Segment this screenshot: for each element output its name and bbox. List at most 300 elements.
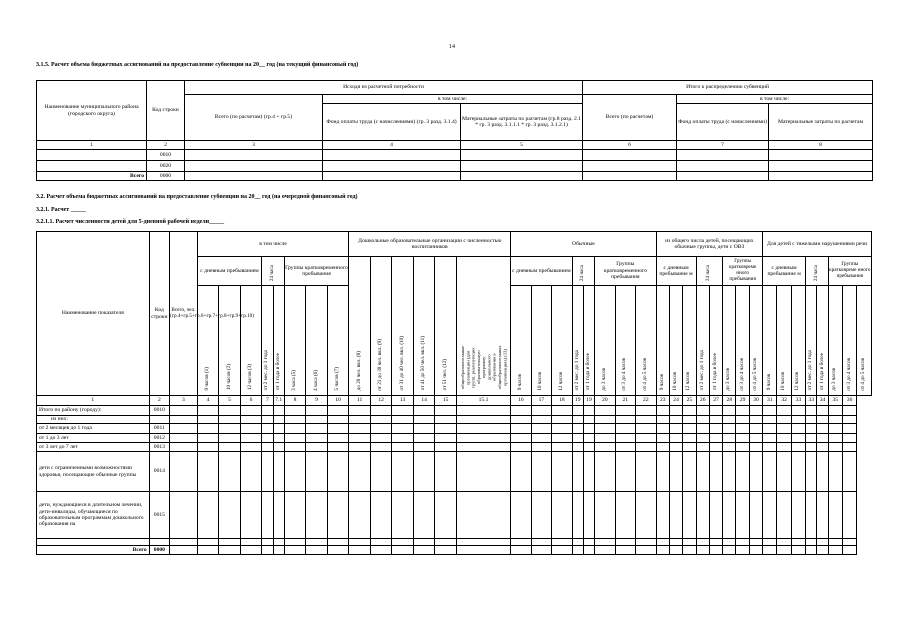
cell: [262, 492, 273, 539]
cell: [327, 539, 349, 546]
cell: [583, 424, 594, 434]
cell: [806, 546, 817, 555]
cell: [185, 150, 323, 161]
column-number: 11: [349, 396, 371, 406]
cell: [273, 424, 284, 434]
cell: [531, 406, 551, 416]
column-number: 13: [392, 396, 414, 406]
cell: [842, 443, 856, 452]
cell: [413, 546, 435, 555]
cell: [683, 452, 696, 492]
cell: [696, 443, 709, 452]
cell: [669, 406, 682, 416]
cell: [435, 539, 457, 546]
header-ord-10h: [531, 286, 551, 396]
header-p10-label: от 31 до 40 чел. вкл. (10): [398, 336, 405, 391]
header-ord-3to4-label: от 3 до 4 часов: [621, 357, 628, 391]
cell: [306, 546, 328, 555]
cell: [791, 492, 805, 539]
header-ovz-9h: [656, 286, 669, 396]
cell: [349, 539, 371, 546]
header-sp-4to5: [857, 286, 872, 396]
column-number: 23: [656, 396, 669, 406]
cell: [696, 492, 709, 539]
column-number: 17: [531, 396, 551, 406]
cell: [723, 424, 736, 434]
header-9h-label: 9 часов (1): [204, 367, 211, 391]
header-4h: [306, 286, 328, 396]
row-name: от 1 до 3 лет: [37, 434, 150, 443]
cell: [791, 424, 805, 434]
total-row: [37, 546, 872, 555]
column-number: 1: [37, 141, 147, 150]
cell: [240, 539, 262, 546]
cell: [583, 434, 594, 443]
cell: [370, 416, 392, 424]
header-ovz-2m-1y-label: от 2 мес. до 1 года: [698, 350, 705, 391]
cell: [842, 539, 856, 546]
cell: [219, 416, 241, 424]
header-ovz-day: с дневным пребывание м: [656, 257, 696, 286]
cell: [219, 492, 241, 539]
cell: [435, 492, 457, 539]
cell: [531, 424, 551, 434]
header-24h: [262, 257, 285, 286]
row-name: [37, 150, 147, 161]
cell: [583, 546, 594, 555]
column-number: 31: [763, 396, 777, 406]
header-total-dist: Всего (по расчетам): [583, 95, 677, 141]
cell: [413, 452, 435, 492]
cell: [683, 539, 696, 546]
cell: [572, 434, 583, 443]
cell: [723, 492, 736, 539]
cell: [511, 539, 531, 546]
cell: [817, 424, 828, 434]
cell: [435, 406, 457, 416]
cell: [806, 443, 817, 452]
row-code: 0000: [147, 172, 185, 181]
header-p9-label: от 21 до 30 чел. вкл. (9): [377, 338, 384, 391]
cell: [595, 492, 615, 539]
row-code: 0011: [149, 424, 169, 434]
cell: [531, 546, 551, 555]
cell: [636, 539, 657, 546]
cell: [723, 406, 736, 416]
cell: [656, 406, 669, 416]
column-number: 7: [677, 141, 769, 150]
cell: [791, 546, 805, 555]
header-sp-12h: [791, 286, 805, 396]
cell: [709, 406, 722, 416]
header-sp-1y-more: [817, 286, 828, 396]
cell: [669, 424, 682, 434]
cell: [763, 539, 777, 546]
cell: [683, 434, 696, 443]
cell: [696, 416, 709, 424]
cell: [511, 424, 531, 434]
cell: [828, 424, 842, 434]
cell: [669, 539, 682, 546]
cell: [240, 443, 262, 452]
cell: [392, 443, 414, 452]
column-number: 34: [817, 396, 828, 406]
cell: [683, 424, 696, 434]
cell: [392, 539, 414, 546]
header-speech-24h-label: 24 часа: [812, 264, 819, 281]
cell: [197, 443, 219, 452]
cell: [273, 492, 284, 539]
cell: [170, 546, 198, 555]
cell: [456, 452, 510, 492]
cell: [284, 452, 306, 492]
cell: [170, 539, 198, 546]
cell: [709, 546, 722, 555]
cell: [842, 546, 856, 555]
cell: [791, 452, 805, 492]
cell: [769, 172, 873, 181]
row-code: 0014: [149, 452, 169, 492]
cell: [615, 443, 635, 452]
cell: [842, 452, 856, 492]
cell: [749, 546, 762, 555]
cell: [185, 172, 323, 181]
column-number: 2: [147, 141, 185, 150]
cell: [656, 443, 669, 452]
cell: [791, 406, 805, 416]
row-code: 0015: [149, 492, 169, 539]
column-number: 6: [583, 141, 677, 150]
cell: [284, 546, 306, 555]
header-speech-24h: [806, 257, 829, 286]
cell: [197, 424, 219, 434]
cell: [327, 434, 349, 443]
table-row: [37, 150, 873, 161]
row-name: Всего: [37, 546, 150, 555]
cell: [511, 443, 531, 452]
cell: [370, 434, 392, 443]
cell: [636, 434, 657, 443]
cell: [842, 406, 856, 416]
cell: [370, 539, 392, 546]
cell: [435, 416, 457, 424]
cell: [572, 492, 583, 539]
header-group-preschool: Дошкольные образовательные организации с численностью воспитанников: [349, 232, 511, 257]
cell: [736, 546, 749, 555]
cell: [197, 539, 219, 546]
cell: [511, 416, 531, 424]
header-ovz-to3h-label: до 3 часов: [725, 367, 732, 391]
cell: [219, 434, 241, 443]
header-ordinary-short: Группы кратковременного пребывания: [595, 257, 657, 286]
cell: [842, 416, 856, 424]
cell: [656, 416, 669, 424]
cell: [723, 546, 736, 555]
cell: [284, 539, 306, 546]
header-material-calc: Материальные затраты по расчетам (гр.8 разд. 2.1 * гр. 3 разд. 3.1.1.1 * гр. 3 разд. 3.1.2.1): [461, 104, 583, 141]
cell: [349, 492, 371, 539]
header-group-total-distribution: Итого к распределению субвенций: [583, 81, 873, 95]
cell: [240, 416, 262, 424]
cell: [170, 416, 198, 424]
cell: [615, 492, 635, 539]
page-number: 14: [449, 44, 455, 50]
cell: [413, 434, 435, 443]
header-ovz-1y-more: [709, 286, 722, 396]
row-code: [149, 416, 169, 424]
cell: [273, 539, 284, 546]
cell: [763, 546, 777, 555]
header-ovz-to3h: [723, 286, 736, 396]
header-p11-label: от 41 до 50 чел. вкл. (11): [420, 336, 427, 391]
cell: [749, 406, 762, 416]
cell: [323, 161, 461, 172]
header-3h-label: 3 часа (5): [291, 369, 298, 391]
cell: [284, 416, 306, 424]
cell: [777, 546, 791, 555]
cell: [709, 443, 722, 452]
header-10h: [219, 286, 241, 396]
column-number: 33: [806, 396, 817, 406]
cell: [531, 443, 551, 452]
header-sp-1y-more-label: от 1 года и более: [818, 353, 825, 391]
cell: [763, 416, 777, 424]
column-number: 30: [749, 396, 762, 406]
cell: [683, 546, 696, 555]
column-number: 36: [842, 396, 856, 406]
header-ovz-12h-label: 12 часов: [685, 371, 692, 391]
cell: [583, 416, 594, 424]
cell: [197, 492, 219, 539]
cell: [197, 416, 219, 424]
header-sp-to3h-label: до 3 часов: [831, 367, 838, 391]
cell: [552, 443, 572, 452]
cell: [696, 434, 709, 443]
cell: [636, 492, 657, 539]
header-5h: [327, 286, 349, 396]
cell: [683, 443, 696, 452]
header-ovz-24h-label: 24 часа: [705, 264, 712, 281]
cell: [572, 416, 583, 424]
cell: [763, 424, 777, 434]
header-ovz-9h-label: 9 часов: [658, 374, 665, 391]
cell: [219, 443, 241, 452]
cell: [777, 492, 791, 539]
header-ord-10h-label: 10 часов: [537, 371, 544, 391]
cell: [262, 424, 273, 434]
cell: [669, 452, 682, 492]
cell: [219, 546, 241, 555]
cell: [273, 434, 284, 443]
cell: [595, 406, 615, 416]
header-municipality: Наименование муниципального района (городского округа): [37, 81, 147, 141]
column-number: 20: [595, 396, 615, 406]
header-24h-label: 24 часа: [269, 264, 276, 281]
cell: [636, 546, 657, 555]
column-number: 8: [769, 141, 873, 150]
cell: [572, 539, 583, 546]
header-ord-9h-label: 9 часов: [516, 374, 523, 391]
cell: [723, 443, 736, 452]
row-name: из них:: [37, 416, 150, 424]
cell: [327, 416, 349, 424]
column-number: 2: [149, 396, 169, 406]
cell: [413, 492, 435, 539]
cell: [656, 546, 669, 555]
section-3-1-5-title: 3.1.5. Расчет объема бюджетных ассигнований на предоставление субвенции на 20__ год (на текущий финансовый год): [36, 62, 359, 68]
table-row: [37, 406, 872, 416]
header-sp-2m-1y-label: от 2 мес. до 1 года: [807, 350, 814, 391]
column-number: 27: [709, 396, 722, 406]
cell: [683, 416, 696, 424]
cell: [531, 416, 551, 424]
cell: [749, 452, 762, 492]
cell: [683, 406, 696, 416]
header-p13: [456, 257, 510, 396]
cell: [615, 546, 635, 555]
header-ordinary-day: с дневным пребыванием: [511, 257, 572, 286]
table-row: [37, 443, 872, 452]
cell: [723, 416, 736, 424]
header-ovz-4to5: [749, 286, 762, 396]
header-ord-3to4: [615, 286, 635, 396]
cell: [595, 434, 615, 443]
cell: [806, 424, 817, 434]
cell: [723, 539, 736, 546]
cell: [219, 406, 241, 416]
header-p12: [435, 257, 457, 396]
header-material-dist: Материальные затраты по расчетам: [769, 104, 873, 141]
cell: [636, 443, 657, 452]
header-p10: [392, 257, 414, 396]
header-12h: [240, 286, 262, 396]
cell: [413, 539, 435, 546]
table-row: [37, 434, 872, 443]
cell: [370, 546, 392, 555]
cell: [777, 406, 791, 416]
header-ordinary-24h-label: 24 часа: [579, 264, 586, 281]
cell: [284, 406, 306, 416]
row-name: от 2 месяцев до 1 года: [37, 424, 150, 434]
column-number: 19: [572, 396, 583, 406]
table-row: [37, 539, 872, 546]
cell: [262, 452, 273, 492]
header-p11: [413, 257, 435, 396]
header-ovz-short: Группы кратковреме нного пребывания: [723, 257, 763, 286]
header-sp-3to4-label: от 3 до 4 часов: [845, 357, 852, 391]
column-number: 4: [323, 141, 461, 150]
section-3-2-1-title: 3.2.1. Расчет _____: [36, 207, 86, 213]
cell: [284, 443, 306, 452]
column-number: 10: [327, 396, 349, 406]
cell: [284, 492, 306, 539]
column-number: 15.1: [456, 396, 510, 406]
cell: [769, 161, 873, 172]
cell: [736, 406, 749, 416]
cell: [262, 443, 273, 452]
column-number: 5: [461, 141, 583, 150]
cell: [170, 424, 198, 434]
cell: [170, 434, 198, 443]
cell: [306, 416, 328, 424]
header-1y-more-label: от 1 года и более: [274, 353, 281, 391]
header-ord-9h: [511, 286, 531, 396]
cell: [511, 546, 531, 555]
cell: [583, 452, 594, 492]
cell: [197, 406, 219, 416]
cell: [615, 434, 635, 443]
header-group-speech: Для детей с тяжелыми нарушениями речи: [763, 232, 872, 257]
cell: [531, 492, 551, 539]
cell: [435, 443, 457, 452]
column-number: 4: [197, 396, 219, 406]
cell: [262, 546, 273, 555]
cell: [306, 539, 328, 546]
cell: [392, 434, 414, 443]
cell: [817, 452, 828, 492]
cell: [327, 546, 349, 555]
cell: [435, 452, 457, 492]
cell: [749, 424, 762, 434]
cell: [349, 424, 371, 434]
cell: [552, 406, 572, 416]
column-number: 14: [413, 396, 435, 406]
cell: [736, 416, 749, 424]
cell: [615, 406, 635, 416]
cell: [197, 546, 219, 555]
cell: [531, 434, 551, 443]
cell: [306, 443, 328, 452]
cell: [709, 452, 722, 492]
cell: [777, 416, 791, 424]
cell: [791, 539, 805, 546]
cell: [413, 406, 435, 416]
cell: [828, 416, 842, 424]
section-3-2-1-1-title: 3.2.1.1. Расчет численности детей для 5-дневной рабочей недели_____: [36, 219, 225, 225]
cell: [511, 452, 531, 492]
header-9h: [197, 286, 219, 396]
subvention-volume-table-current-year: [36, 80, 873, 181]
cell: [615, 416, 635, 424]
cell: [456, 546, 510, 555]
cell: [392, 452, 414, 492]
cell: [615, 424, 635, 434]
cell: [806, 406, 817, 416]
cell: [677, 150, 769, 161]
cell: [723, 452, 736, 492]
cell: [806, 434, 817, 443]
header-p8: [349, 257, 371, 396]
header-ovz-3to4-label: от 3 до 4 часов: [738, 357, 745, 391]
cell: [806, 492, 817, 539]
header-2m-1y-label: от 2 мес. до 1 года: [263, 350, 270, 391]
cell: [636, 452, 657, 492]
cell: [552, 546, 572, 555]
cell: [791, 443, 805, 452]
cell: [306, 492, 328, 539]
cell: [392, 416, 414, 424]
cell: [219, 424, 241, 434]
cell: [828, 443, 842, 452]
row-name: от 3 лет до 7 лет: [37, 443, 150, 452]
cell: [170, 492, 198, 539]
cell: [677, 172, 769, 181]
cell: [736, 539, 749, 546]
header-day-stay: с дневным пребыванием: [197, 257, 262, 286]
cell: [817, 416, 828, 424]
cell: [583, 539, 594, 546]
header-12h-label: 12 часов (3): [247, 364, 254, 391]
